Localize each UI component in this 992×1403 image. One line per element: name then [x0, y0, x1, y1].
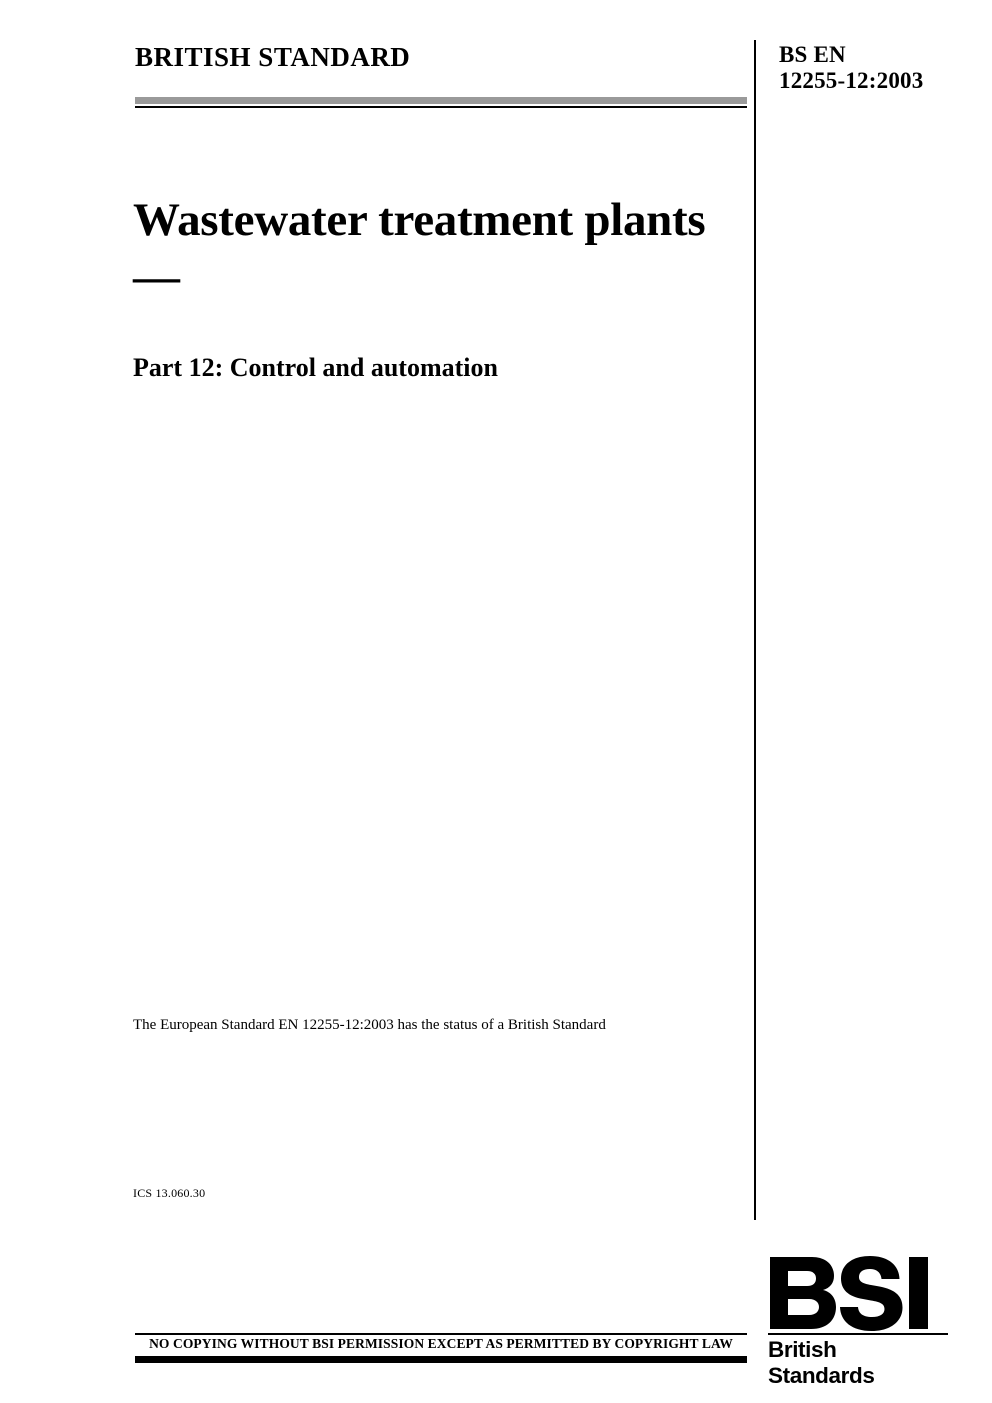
header-rule-black: [135, 106, 747, 108]
footer-rule-thick: [135, 1356, 747, 1363]
status-note: The European Standard EN 12255-12:2003 has the status of a British Standard: [133, 1017, 606, 1033]
bsi-wordmark: British Standards: [768, 1337, 875, 1388]
vertical-divider: [754, 40, 756, 1220]
copyright-notice: NO COPYING WITHOUT BSI PERMISSION EXCEPT AS PERMITTED BY COPYRIGHT LAW: [149, 1336, 733, 1351]
bsi-logo: [768, 1255, 948, 1388]
footer-rule-thin: [135, 1333, 747, 1335]
page-header: [135, 42, 947, 92]
standard-number: [779, 42, 923, 94]
page-subtitle: Part 12: Control and automation: [133, 353, 498, 382]
page-title: Wastewater treatment plants —: [133, 194, 706, 303]
publisher-brand: BRITISH STANDARD: [135, 42, 411, 72]
bsi-logo-mark: [768, 1255, 948, 1335]
ics-code: ICS 13.060.30: [133, 1186, 206, 1200]
standard-number-line2: 12255-12:2003: [779, 68, 924, 93]
header-rule-grey: [135, 97, 747, 104]
standard-number-line1: BS EN: [779, 42, 846, 67]
